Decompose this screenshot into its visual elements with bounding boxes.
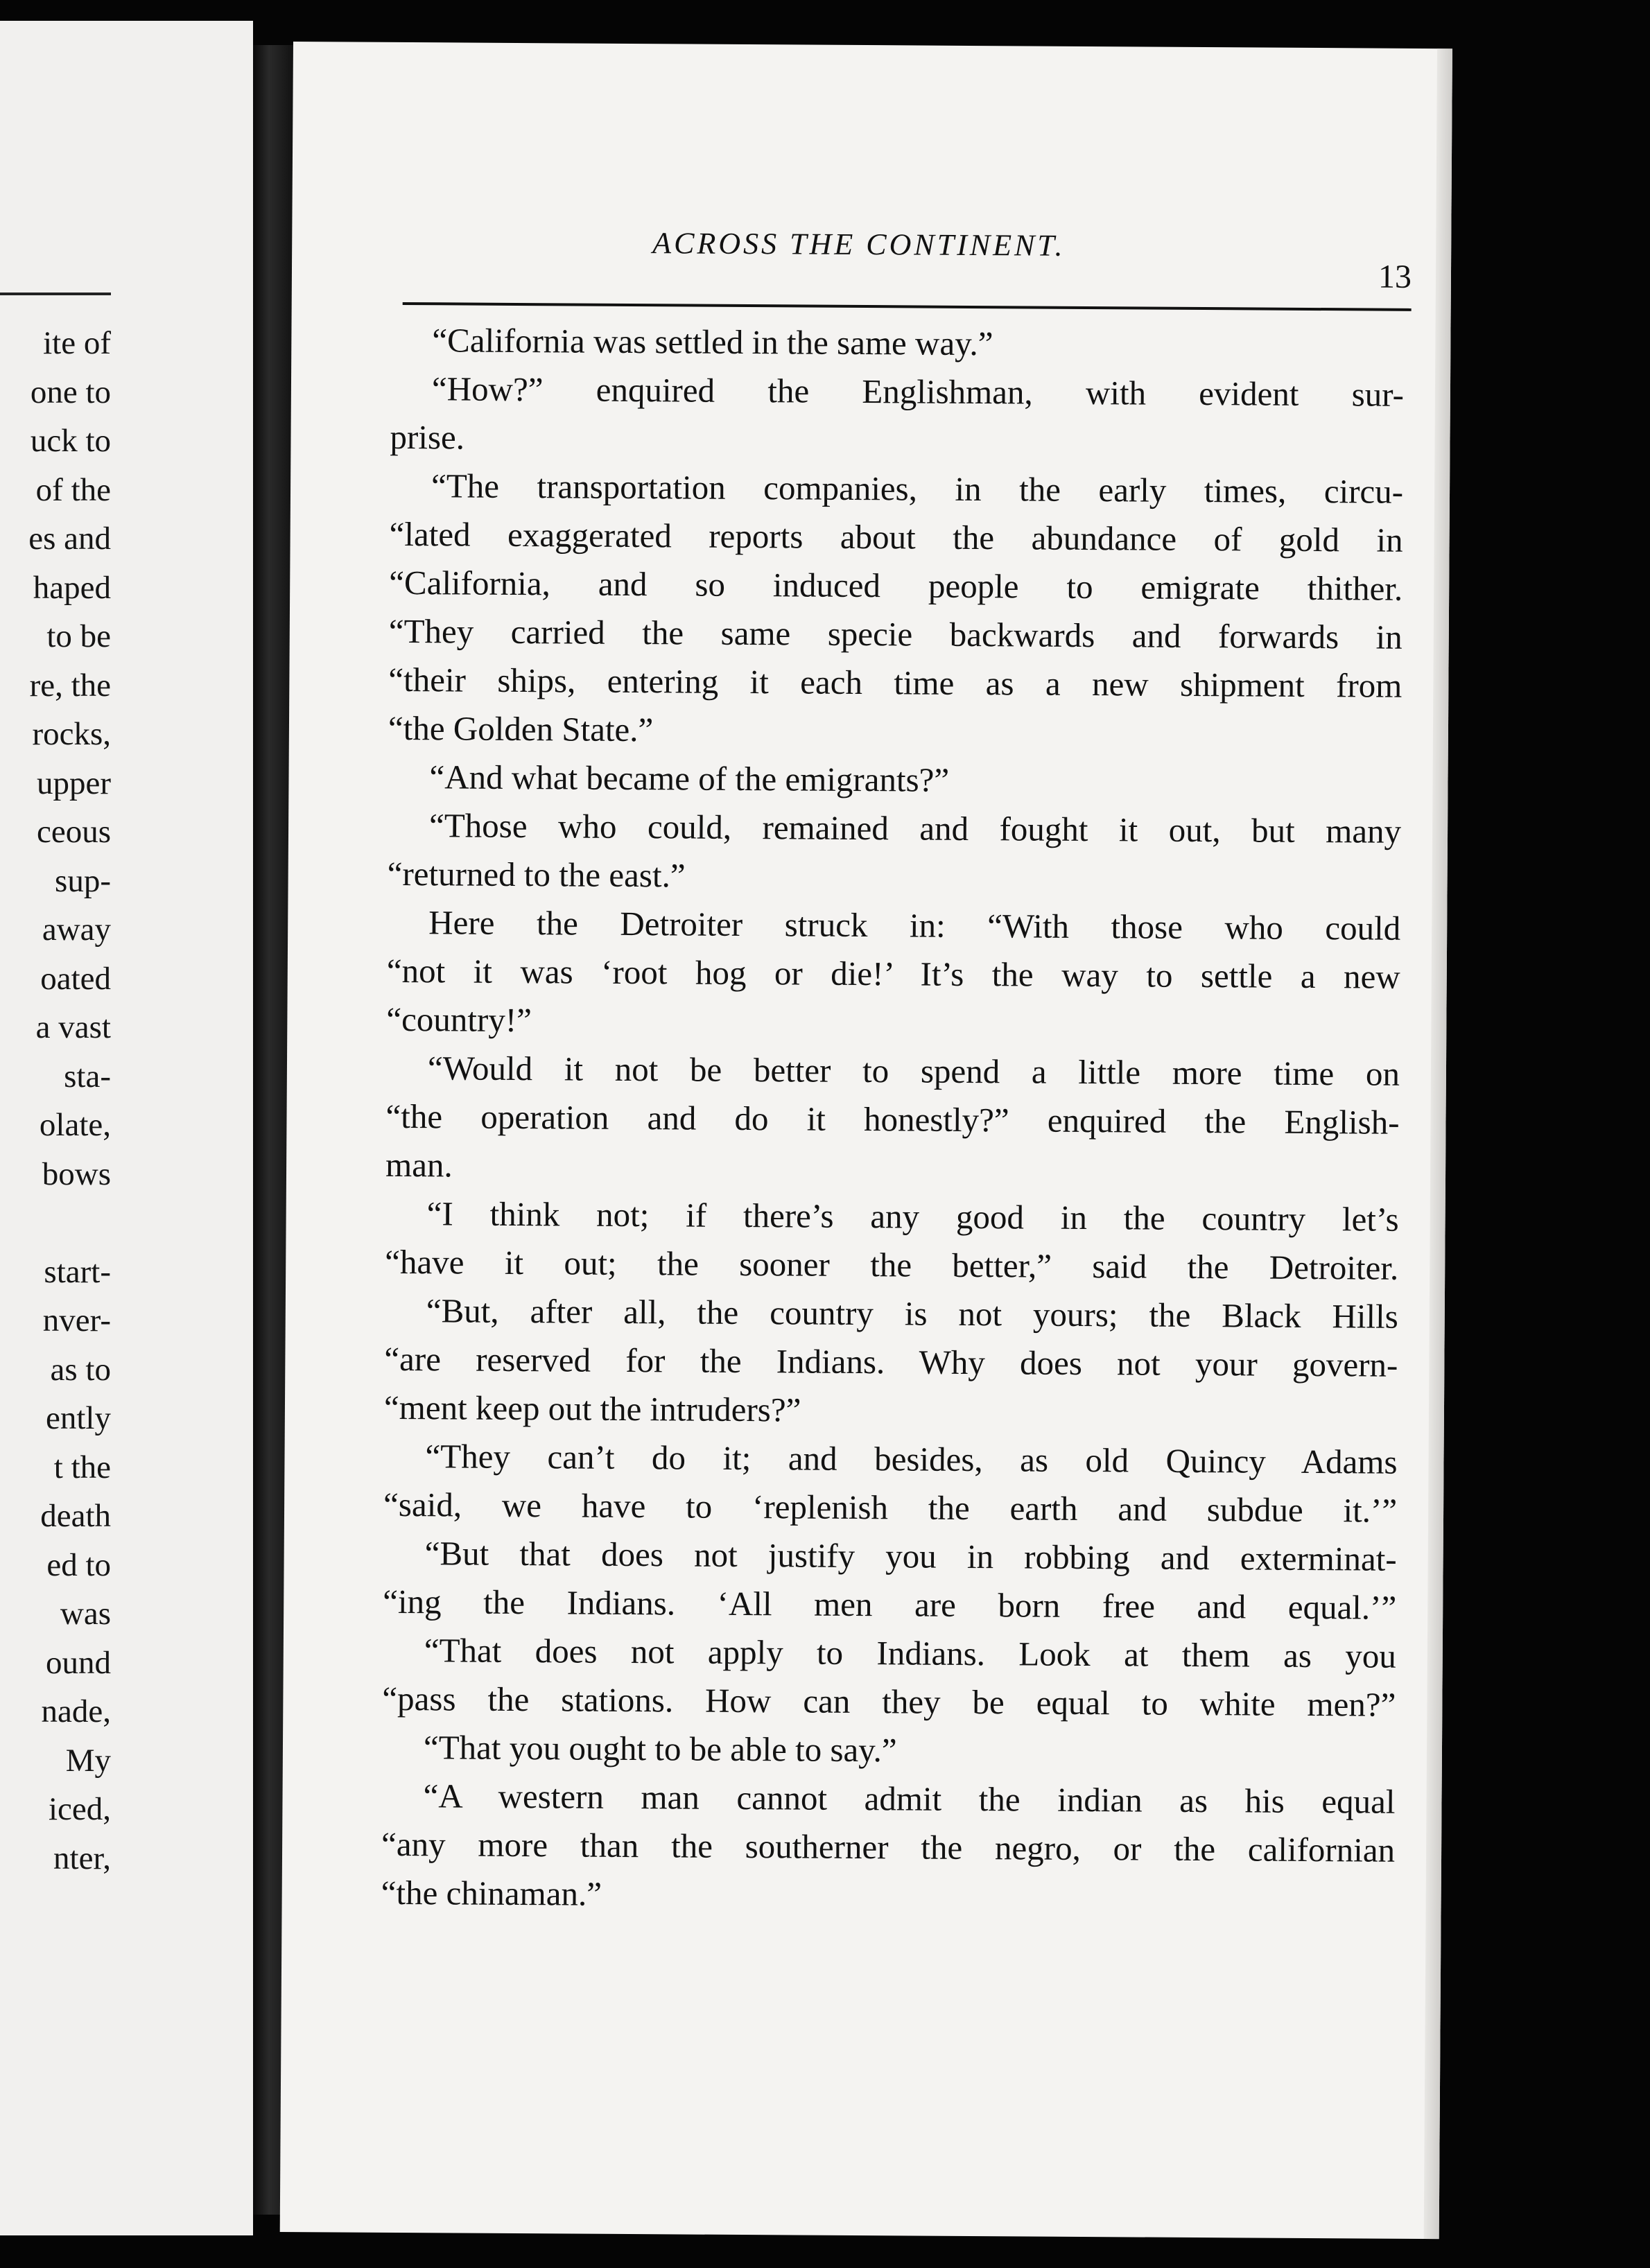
text-line: “California, and so induced people to emigrate thither. [389,563,1403,608]
text-line: “How?” enquired the Englishman, with evident sur- [431,369,1405,414]
left-page-line: to be [46,618,111,654]
left-page-line: re, the [29,667,111,704]
left-page-line: ite of [43,325,111,361]
left-page-line: iced, [48,1791,111,1827]
text-line: “That you ought to be able to say.” [423,1728,897,1770]
text-line: “the operation and do it honestly?” enquired the English- [385,1097,1400,1142]
text-line: “country!” [386,1000,532,1040]
left-page-line: ound [46,1644,111,1681]
text-line: “pass the stations. How can they be equal to white men?” [382,1679,1396,1724]
left-page-line: haped [33,569,111,606]
text-line: man. [385,1145,453,1185]
left-page-line: of the [35,471,111,508]
left-page [0,21,253,2235]
left-page-line: ed to [46,1546,111,1583]
left-page-line: nade, [41,1693,111,1729]
left-page-line: ently [46,1400,111,1436]
left-page-line: uck to [30,423,111,459]
text-line: “But, after all, the country is not yours; the Black Hills [426,1291,1398,1336]
text-line: “not it was ‘root hog or die!’ It’s the way to settle a new [386,951,1400,996]
text-line: “The transportation companies, in the early times, circu- [431,466,1404,511]
text-line: “are reserved for the Indians. Why does not your govern- [384,1339,1398,1384]
text-line: “any more than the southerner the negro, or the californian [381,1824,1396,1869]
left-page-line: oated [40,960,111,997]
text-line: prise. [390,417,465,457]
text-line: “the chinaman.” [381,1873,602,1913]
left-page-line: es and [28,521,111,557]
text-line: “said, we have to ‘replenish the earth and subdue it.’” [383,1485,1398,1530]
left-page-line: t the [53,1449,111,1485]
left-page-line: was [60,1596,111,1632]
text-line: “I think not; if there’s any good in the country let’s [426,1194,1399,1239]
text-line: “A western man cannot admit the indian as his equal [423,1777,1396,1821]
text-line: “their ships, entering it each time as a new shipment from [388,660,1402,705]
text-line: Here the Detroiter struck in: “With those who could [428,903,1401,948]
text-line: “And what became of the emigrants?” [429,758,950,799]
left-page-line: rocks, [32,716,111,752]
right-page [280,42,1452,2239]
left-page-line: nter, [53,1840,111,1876]
left-page-line: My [65,1742,111,1779]
text-line: “have it out; the sooner the better,” said the Detroiter. [385,1242,1399,1287]
text-line: “ing the Indians. ‘All men are born free and equal.’” [383,1582,1397,1627]
text-line: “But that does not justify you in robbing and exterminat- [424,1534,1397,1578]
text-line: “lated exaggerated reports about the abundance of gold in [389,514,1403,559]
left-page-line: sup- [55,862,111,899]
left-page-line: bows [42,1155,111,1192]
left-page-text [28,319,111,1883]
left-page-rule [0,293,111,295]
text-line: “That does not apply to Indians. Look at them as you [424,1631,1396,1675]
left-page-line: olate, [39,1107,111,1143]
left-page-line: nver- [42,1302,111,1338]
text-line: “They can’t do it; and besides, as old Quincy Adams [425,1437,1398,1481]
left-page-line: death [40,1498,111,1534]
page-number: 13 [1378,258,1412,295]
left-page-line: sta- [64,1058,111,1094]
left-page-line: start- [44,1253,111,1290]
text-line: “California was settled in the same way.” [432,321,993,363]
left-page-line [28,1198,111,1248]
text-line: “Would it not be better to spend a little more time on [427,1049,1400,1093]
left-page-line: away [42,911,111,948]
text-line: “returned to the east.” [387,854,686,895]
left-page-line: one to [30,374,111,410]
left-page-line: upper [36,765,111,801]
text-line: “ment keep out the intruders?” [383,1388,801,1429]
running-head: ACROSS THE CONTINENT. [652,226,1066,263]
left-page-line: as to [50,1351,111,1388]
text-line: “Those who could, remained and fought it out, but many [428,806,1402,850]
text-line: “They carried the same specie backwards and forwards in [388,611,1402,656]
left-page-line: ceous [36,814,111,850]
text-line: “the Golden State.” [388,708,654,749]
body-text [381,316,1404,1924]
header-rule [403,302,1412,311]
left-page-line: a vast [35,1009,111,1045]
